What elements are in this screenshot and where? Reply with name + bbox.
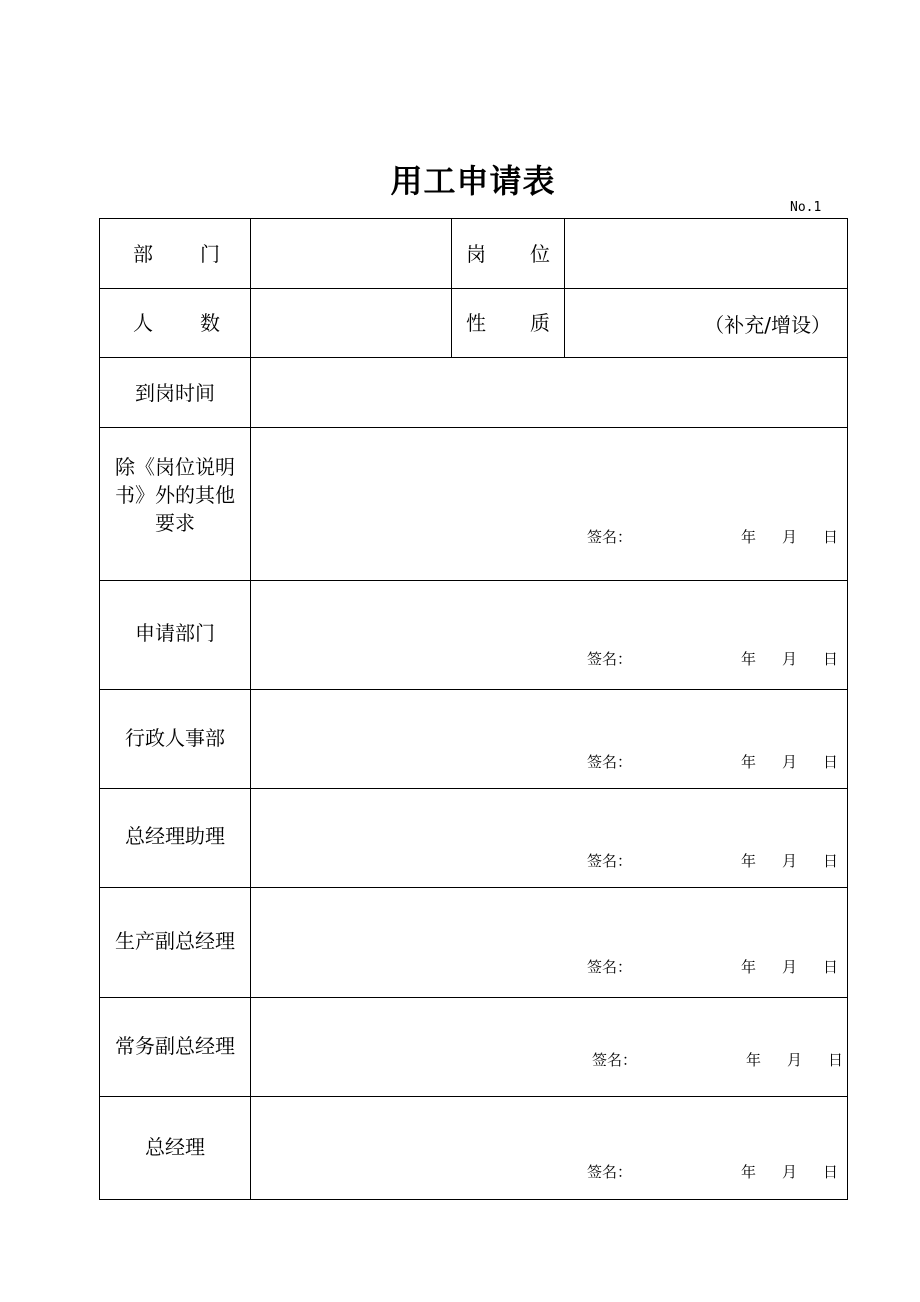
year-label: 年 [741, 1163, 757, 1181]
nature-label-char: 质 [530, 311, 550, 335]
post-input-cell[interactable] [565, 219, 848, 289]
month-label: 月 [782, 753, 798, 771]
post-label-char: 位 [530, 241, 550, 266]
approval-label: 生产副总经理 [115, 928, 235, 953]
day-label: 日 [823, 753, 839, 771]
headcount-label-cell [100, 289, 251, 358]
approval-row [100, 888, 848, 998]
nature-label-cell [452, 289, 565, 358]
headcount-label-char: 数 [200, 311, 220, 335]
approval-label-cell [100, 888, 251, 998]
signature-label: 签名： [587, 528, 633, 546]
signature-label: 签名： [587, 753, 633, 771]
row-arrival-time [100, 358, 848, 428]
signature-label: 签名： [592, 1051, 638, 1069]
headcount-label-char: 人 [133, 311, 153, 335]
approval-label-cell [100, 581, 251, 690]
year-label: 年 [741, 852, 757, 870]
headcount-input-cell[interactable] [251, 289, 452, 358]
department-label-char: 门 [200, 241, 220, 266]
day-label: 日 [823, 852, 839, 870]
row-count-nature [100, 289, 848, 358]
day-label: 日 [828, 1051, 844, 1069]
approval-input-cell[interactable] [251, 888, 848, 998]
row-department-post [100, 219, 848, 289]
year-label: 年 [741, 528, 757, 546]
department-label-cell [100, 219, 251, 289]
other-requirements-label-line: 要求 [155, 511, 195, 535]
other-requirements-label-line: 除《岗位说明 [115, 455, 235, 479]
arrival-time-label: 到岗时间 [135, 380, 215, 405]
post-label-char: 岗 [466, 241, 486, 266]
approval-label-cell [100, 789, 251, 888]
signature-line [592, 1049, 844, 1069]
approval-label-cell [100, 1097, 251, 1200]
approval-input-cell[interactable] [251, 998, 848, 1097]
approval-label: 总经理 [145, 1134, 205, 1159]
signature-label: 签名： [587, 852, 633, 870]
approval-row [100, 998, 848, 1097]
signature-label: 签名： [587, 958, 633, 976]
year-label: 年 [741, 753, 757, 771]
approval-row [100, 789, 848, 888]
month-label: 月 [782, 852, 798, 870]
signature-label: 签名： [587, 1163, 633, 1181]
other-requirements-label-cell [100, 428, 251, 581]
approval-input-cell[interactable] [251, 1097, 848, 1200]
signature-line [587, 850, 839, 870]
year-label: 年 [741, 650, 757, 668]
other-requirements-label-line: 书》外的其他 [115, 483, 235, 507]
post-label-cell [452, 219, 565, 289]
approval-row [100, 581, 848, 690]
signature-line [587, 751, 839, 771]
row-other-requirements [100, 428, 848, 581]
nature-input-cell[interactable] [565, 289, 848, 358]
year-label: 年 [741, 958, 757, 976]
month-label: 月 [787, 1051, 803, 1069]
day-label: 日 [823, 650, 839, 668]
month-label: 月 [782, 650, 798, 668]
approval-label: 总经理助理 [125, 824, 225, 848]
day-label: 日 [823, 958, 839, 976]
approval-label: 申请部门 [135, 621, 215, 645]
department-input-cell[interactable] [251, 219, 452, 289]
signature-line [587, 1161, 839, 1181]
arrival-time-label-cell [100, 358, 251, 428]
approval-input-cell[interactable] [251, 789, 848, 888]
approval-input-cell[interactable] [251, 690, 848, 789]
approval-label-cell [100, 998, 251, 1097]
nature-label-char: 性 [466, 311, 486, 335]
document-number: No.1 [790, 200, 822, 215]
approval-label: 常务副总经理 [115, 1033, 235, 1058]
arrival-time-input-cell[interactable] [251, 358, 848, 428]
day-label: 日 [823, 1163, 839, 1181]
signature-line [587, 526, 839, 546]
employment-request-form [99, 218, 848, 1200]
approval-row [100, 1097, 848, 1200]
other-requirements-input-cell[interactable] [251, 428, 848, 581]
month-label: 月 [782, 528, 798, 546]
day-label: 日 [823, 528, 839, 546]
approval-row [100, 690, 848, 789]
signature-label: 签名： [587, 650, 633, 668]
month-label: 月 [782, 958, 798, 976]
approval-label: 行政人事部 [125, 726, 225, 750]
department-label-char: 部 [133, 241, 153, 266]
approval-label-cell [100, 690, 251, 789]
nature-options: （补充/增设） [704, 312, 831, 337]
form-title: 用工申请表 [390, 162, 556, 200]
month-label: 月 [782, 1163, 798, 1181]
signature-line [587, 648, 839, 668]
approval-input-cell[interactable] [251, 581, 848, 690]
year-label: 年 [746, 1051, 762, 1069]
signature-line [587, 956, 839, 976]
